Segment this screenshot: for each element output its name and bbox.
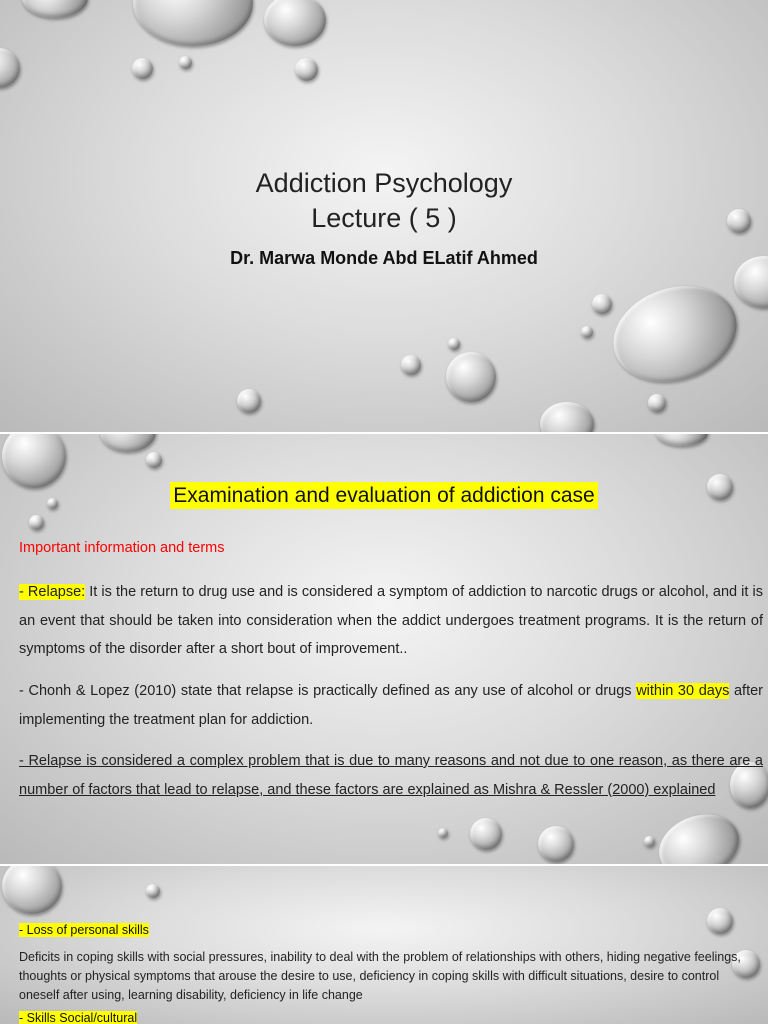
water-drop-decoration — [2, 434, 66, 488]
water-drop-decoration — [644, 836, 655, 847]
water-drop-decoration — [132, 58, 153, 79]
loss-of-personal-skills-text: Deficits in coping skills with social pressures, inability to deal with the problem of relationships with others, hiding negative feelings, thoughts or physical symptoms that arouse the desire to use, deficiency in coping skills with difficult situations, desire to control oneself after using, learning disability, deficiency in life change — [19, 950, 741, 1002]
water-drop-decoration — [2, 866, 62, 914]
water-drop-decoration — [100, 434, 156, 452]
chonh-lopez-paragraph: - Chonh & Lopez (2010) state that relapse is practically defined as any use of alcohol or drugs within 30 days after implementing the treatment plan for addiction. — [19, 683, 763, 728]
slide-subheading: Important information and terms — [19, 540, 225, 556]
title-slide — [0, 0, 768, 432]
highlight-within-30-days: within 30 days — [636, 683, 730, 699]
water-drop-decoration — [470, 818, 502, 850]
water-drop-decoration — [29, 515, 44, 530]
water-drop-decoration — [179, 56, 192, 69]
title-line-2: Lecture ( 5 ) — [311, 203, 457, 233]
relapse-text: It is the return to drug use and is considered a symptom of addiction to narcotic drugs or alcohol, and it is an event that should be taken into consideration when the addict undergoes treatment programs. It is the return of symptoms of the disorder after a short bout of improvement.. — [19, 584, 764, 657]
water-drop-decoration — [22, 0, 88, 18]
water-drop-decoration — [538, 826, 574, 862]
complex-problem-paragraph: - Relapse is considered a complex problem that is due to many reasons and not due to one reason, as there are a number of factors that lead to relapse, and these factors are explained as Mishra & Ressler (2000) explained — [19, 753, 763, 798]
skills-slide — [0, 866, 768, 1024]
water-drop-decoration — [601, 271, 749, 397]
relapse-label: - Relapse: — [19, 584, 86, 600]
water-drop-decoration — [648, 394, 666, 412]
water-drop-decoration — [401, 355, 421, 375]
water-drop-decoration — [650, 804, 748, 864]
loss-of-personal-skills-heading: - Loss of personal skills — [19, 923, 149, 937]
water-drop-decoration — [656, 434, 708, 446]
water-drop-decoration — [438, 828, 448, 838]
water-drop-decoration — [448, 338, 460, 350]
presentation-title — [0, 166, 768, 236]
water-drop-decoration — [446, 352, 496, 402]
water-drop-decoration — [295, 58, 318, 81]
water-drop-decoration — [237, 389, 261, 413]
water-drop-decoration — [146, 884, 160, 898]
slide-heading: Examination and evaluation of addiction case — [0, 484, 768, 508]
water-drop-decoration — [264, 0, 326, 46]
relapse-slide — [0, 434, 768, 864]
water-drop-decoration — [540, 402, 594, 432]
water-drop-decoration — [581, 326, 593, 338]
skills-social-cultural-heading: - Skills Social/cultural — [19, 1011, 138, 1024]
water-drop-decoration — [0, 48, 20, 88]
water-drop-decoration — [133, 0, 253, 46]
author-name: Dr. Marwa Monde Abd ELatif Ahmed — [230, 248, 538, 268]
relapse-definition — [19, 578, 763, 664]
water-drop-decoration — [146, 452, 162, 468]
title-line-1: Addiction Psychology — [255, 168, 513, 198]
water-drop-decoration — [592, 294, 612, 314]
water-drop-decoration — [707, 908, 733, 934]
